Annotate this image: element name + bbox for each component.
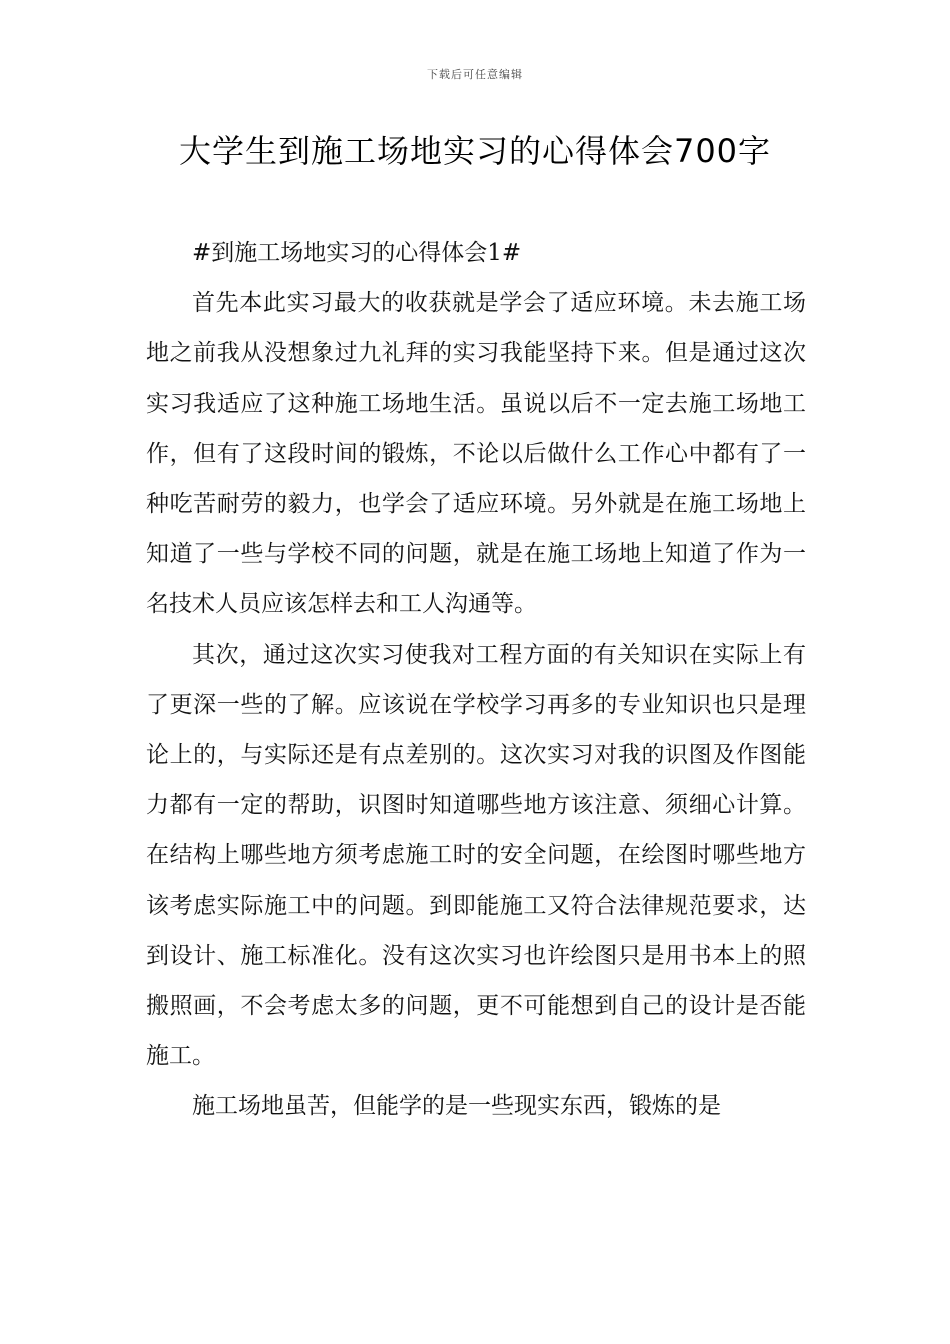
- paragraph: 首先本此实习最大的收获就是学会了适应环境。未去施工场地之前我从没想象过九礼拜的实习我能坚持下来。但是通过这次实习我适应了这种施工场地生活。虽说以后不一定去施工场地工作，但有了这段时间的锻炼，不论以后做什么工作心中都有了一种吃苦耐劳的毅力，也学会了适应环境。另外就是在施工场地上知道了一些与学校不同的问题，就是在施工场地上知道了作为一名技术人员应该怎样去和工人沟通等。: [146, 290, 806, 618]
- header-note: 下载后可任意编辑: [427, 68, 523, 81]
- section-heading: #到施工场地实习的心得体会1#: [192, 240, 522, 266]
- paragraph: 其次，通过这次实习使我对工程方面的有关知识在实际上有了更深一些的了解。应该说在学校学习再多的专业知识也只是理论上的，与实际还是有点差别的。这次实习对我的识图及作图能力都有一定的帮助，识图时知道哪些地方该注意、须细心计算。在结构上哪些地方须考虑施工时的安全问题，在绘图时哪些地方该考虑实际施工中的问题。到即能施工又符合法律规范要求，达到设计、施工标准化。没有这次实习也许绘图只是用书本上的照搬照画，不会考虑太多的问题，更不可能想到自己的设计是否能施工。: [146, 641, 806, 1070]
- paragraph: 施工场地虽苦，但能学的是一些现实东西，锻炼的是: [192, 1093, 721, 1120]
- document-body: [146, 228, 806, 1132]
- document-title: 大学生到施工场地实习的心得体会700字: [178, 132, 772, 170]
